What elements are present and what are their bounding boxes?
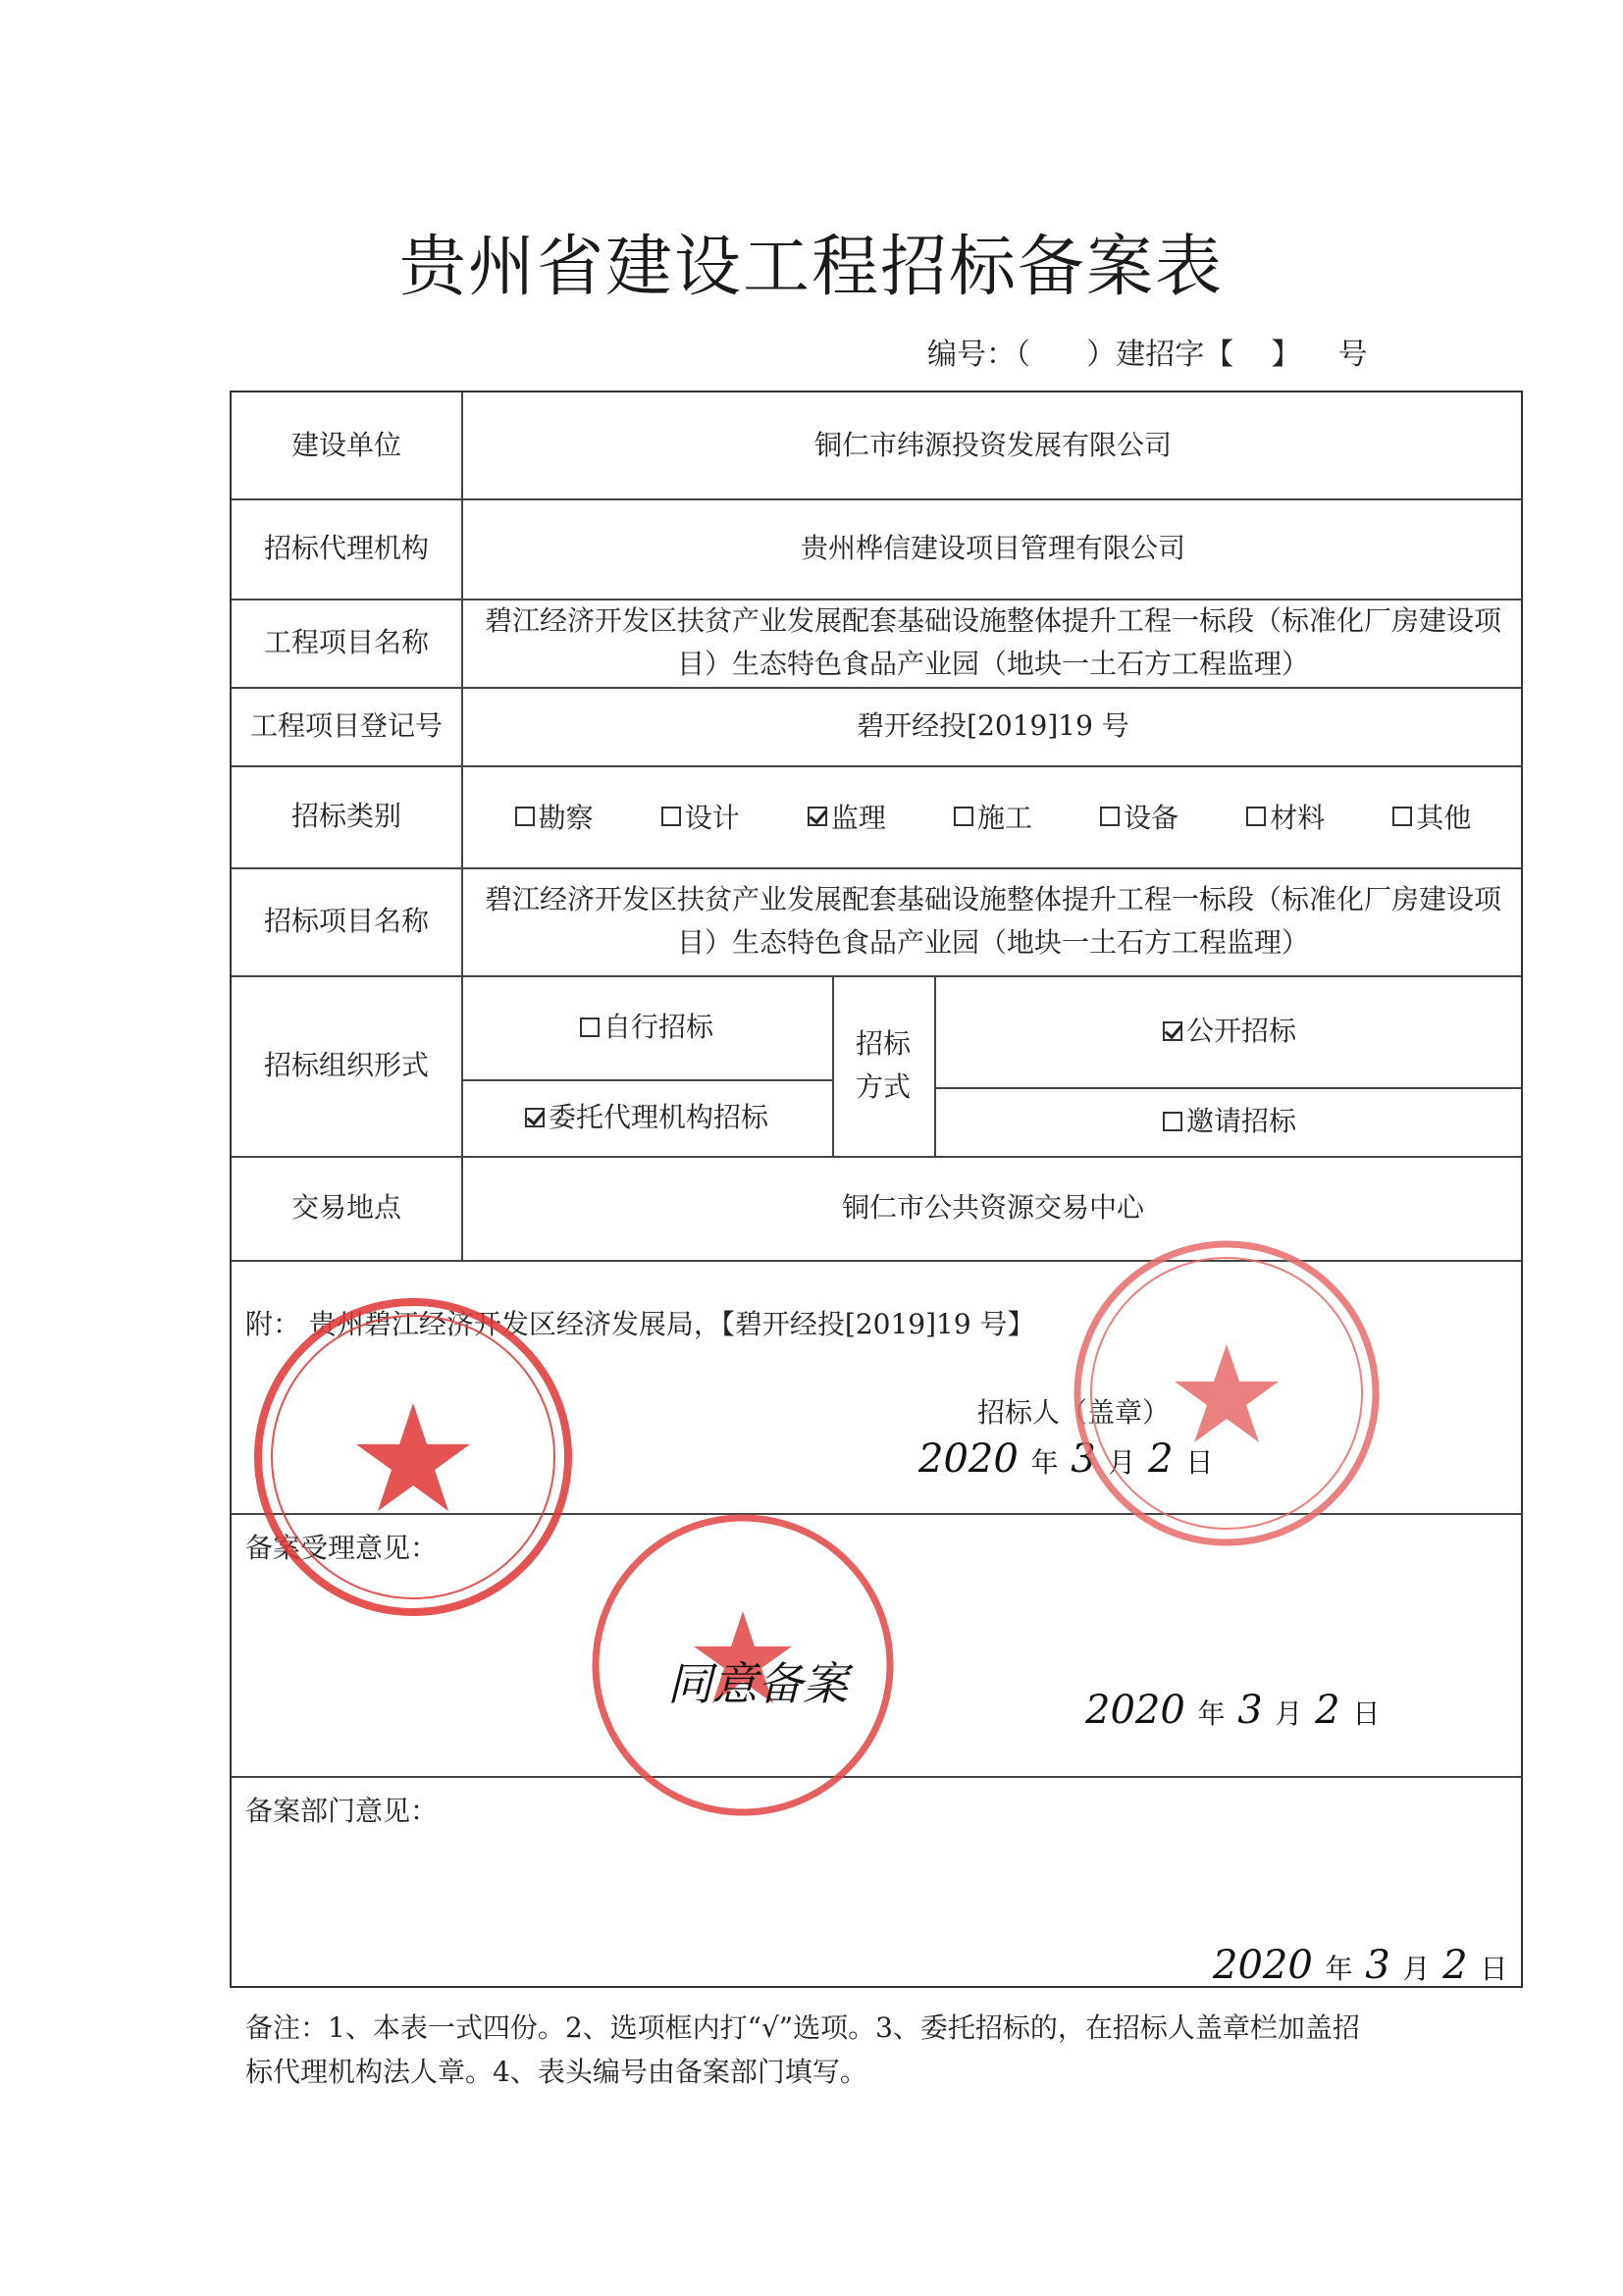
checkbox-equipment[interactable] bbox=[1100, 807, 1120, 826]
serial-number: 编号：（ ）建招字【 】 号 bbox=[927, 338, 1368, 372]
option-label: 公开招标 bbox=[1185, 1015, 1296, 1047]
option-survey[interactable] bbox=[515, 797, 594, 836]
footnote-line: 标代理机构法人章。4、表头编号由备案部门填写。 bbox=[245, 2056, 867, 2088]
registration-value: 碧开经投[2019]19 号 bbox=[857, 709, 1129, 742]
footnote-line: 备注：1、本表一式四份。2、选项框内打“√”选项。3、委托招标的，在招标人盖章栏加盖招 bbox=[245, 2011, 1360, 2044]
location-value: 铜仁市公共资源交易中心 bbox=[841, 1191, 1144, 1224]
acceptance-label: 备案受理意见： bbox=[245, 1532, 439, 1564]
method-label bbox=[832, 975, 934, 1156]
agency-seal bbox=[241, 1285, 585, 1629]
tender-name-label: 招标项目名称 bbox=[263, 905, 429, 937]
checkbox-supervision[interactable] bbox=[808, 807, 827, 826]
date-unit: 月 bbox=[1275, 1697, 1303, 1730]
option-design[interactable] bbox=[661, 797, 740, 836]
checkbox-survey[interactable] bbox=[515, 807, 535, 826]
self-tender-option[interactable] bbox=[461, 975, 832, 1079]
date-unit: 月 bbox=[1402, 1953, 1431, 1985]
checkbox-open-tender[interactable] bbox=[1163, 1021, 1182, 1041]
option-label: 监理 bbox=[830, 802, 886, 834]
date-unit: 日 bbox=[1185, 1446, 1214, 1479]
builder-label: 建设单位 bbox=[290, 429, 401, 461]
agency-label: 招标代理机构 bbox=[263, 532, 429, 564]
option-label: 邀请招标 bbox=[1185, 1105, 1296, 1137]
checkbox-invite-tender[interactable] bbox=[1163, 1112, 1182, 1131]
document-title: 贵州省建设工程招标备案表 bbox=[398, 229, 1224, 306]
date-day: 2 bbox=[1315, 1688, 1340, 1733]
date-month: 3 bbox=[1237, 1688, 1263, 1733]
signature-text: 同意备案 bbox=[667, 1657, 848, 1710]
date-unit: 年 bbox=[1325, 1953, 1353, 1985]
department-date bbox=[1213, 1943, 1507, 1988]
date-unit: 年 bbox=[1197, 1697, 1226, 1730]
option-other[interactable] bbox=[1392, 797, 1471, 836]
checkbox-other[interactable] bbox=[1392, 807, 1412, 826]
footnotes bbox=[245, 2006, 1482, 2094]
acceptance-date bbox=[1085, 1688, 1380, 1733]
option-label: 委托代理机构招标 bbox=[548, 1101, 768, 1133]
option-label: 自行招标 bbox=[602, 1011, 713, 1043]
tenderer-seal-label: 招标人（盖章） bbox=[977, 1396, 1171, 1429]
date-day: 2 bbox=[1442, 1943, 1468, 1988]
location-label: 交易地点 bbox=[290, 1191, 401, 1224]
option-supervision[interactable] bbox=[808, 797, 886, 836]
checkbox-construction[interactable] bbox=[954, 807, 973, 826]
agency-value: 贵州桦信建设项目管理有限公司 bbox=[800, 532, 1185, 564]
owner-seal bbox=[1060, 1226, 1393, 1560]
option-construction[interactable] bbox=[954, 797, 1032, 836]
project-name-label: 工程项目名称 bbox=[263, 626, 429, 658]
method-label-line: 招标 bbox=[855, 1027, 911, 1060]
checkbox-self-tender[interactable] bbox=[580, 1018, 600, 1037]
open-tender-option[interactable] bbox=[934, 975, 1525, 1087]
date-month: 3 bbox=[1071, 1436, 1096, 1482]
invite-tender-option[interactable] bbox=[934, 1087, 1525, 1156]
date-year: 2020 bbox=[1213, 1943, 1313, 1988]
method-label-line: 方式 bbox=[855, 1070, 911, 1103]
date-unit: 年 bbox=[1030, 1446, 1059, 1479]
category-options bbox=[461, 765, 1525, 867]
checkbox-material[interactable] bbox=[1246, 807, 1266, 826]
option-label: 施工 bbox=[976, 802, 1032, 834]
attachment-text: 附： 贵州碧江经济开发区经济发展局，【碧开经投[2019]19 号】 bbox=[245, 1308, 1035, 1340]
registration-label: 工程项目登记号 bbox=[249, 709, 443, 742]
option-label: 材料 bbox=[1270, 802, 1326, 834]
date-month: 3 bbox=[1365, 1943, 1390, 1988]
organization-label: 招标组织形式 bbox=[263, 1049, 429, 1081]
project-name-value: 碧江经济开发区扶贫产业发展配套基础设施整体提升工程一标段（标准化厂房建设项目）生态特色食品产业园（地块一土石方工程监理） bbox=[484, 604, 1501, 680]
seal-star-icon bbox=[356, 1403, 470, 1511]
date-unit: 日 bbox=[1480, 1953, 1508, 1985]
date-year: 2020 bbox=[1085, 1688, 1185, 1733]
checkbox-entrusted-tender[interactable] bbox=[525, 1108, 545, 1127]
department-label: 备案部门意见： bbox=[245, 1795, 439, 1827]
option-label: 设备 bbox=[1124, 802, 1179, 834]
option-label: 设计 bbox=[684, 802, 740, 834]
entrusted-tender-option[interactable] bbox=[461, 1079, 832, 1156]
tender-name-value: 碧江经济开发区扶贫产业发展配套基础设施整体提升工程一标段（标准化厂房建设项目）生态特色食品产业园（地块一土石方工程监理） bbox=[484, 883, 1501, 959]
checkbox-design[interactable] bbox=[661, 807, 681, 826]
builder-value: 铜仁市纬源投资发展有限公司 bbox=[813, 429, 1172, 461]
seal-star-icon bbox=[1175, 1344, 1279, 1442]
date-unit: 日 bbox=[1352, 1697, 1381, 1730]
option-equipment[interactable] bbox=[1100, 797, 1178, 836]
date-unit: 月 bbox=[1108, 1446, 1136, 1479]
option-label: 勘察 bbox=[538, 802, 594, 834]
date-day: 2 bbox=[1148, 1436, 1174, 1482]
option-label: 其他 bbox=[1416, 802, 1472, 834]
category-label: 招标类别 bbox=[290, 800, 401, 832]
date-year: 2020 bbox=[918, 1436, 1019, 1482]
option-material[interactable] bbox=[1246, 797, 1325, 836]
